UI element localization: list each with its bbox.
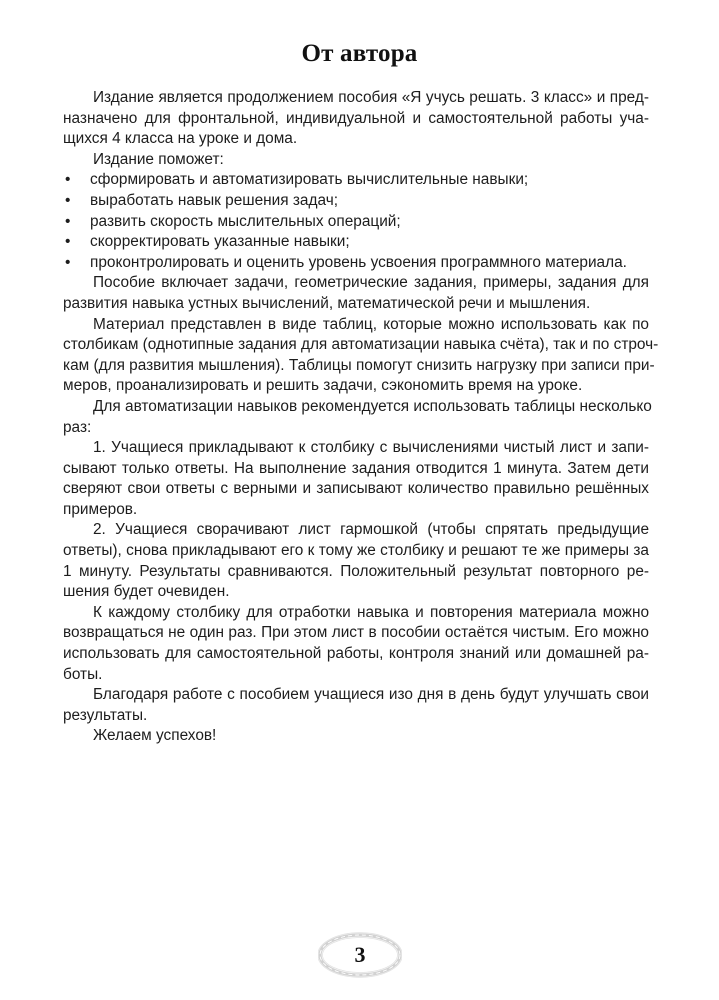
- page-title: От автора: [301, 40, 418, 67]
- text-line: 2. Учащиеся сворачивают лист гармошкой (чтобы спрятать предыдущие: [93, 521, 649, 539]
- paragraph-reuse: [63, 603, 649, 685]
- paragraph-step-2: [63, 520, 649, 602]
- text-line: 1 минуту. Результаты сравниваются. Положительный результат повторного ре-: [63, 562, 649, 580]
- list-item-text: сформировать и автоматизировать вычислительные навыки;: [90, 171, 529, 189]
- list-item-text: выработать навык решения задач;: [90, 191, 338, 209]
- list-item: [63, 212, 649, 233]
- text-line: Издание поможет:: [93, 150, 224, 168]
- paragraph-contents: [63, 273, 649, 314]
- paragraph-step-1: [63, 438, 649, 520]
- list-item: [63, 191, 649, 212]
- page-number-badge: [318, 932, 402, 978]
- text-line: ответы), снова прикладывают его к тому же столбику и решают те же примеры за: [63, 542, 649, 560]
- text-line: развития навыка устных вычислений, математической речи и мышления.: [63, 294, 591, 312]
- bullet-icon: •: [65, 171, 71, 189]
- text-line: Материал представлен в виде таблиц, которые можно использовать как по: [93, 315, 649, 333]
- text-line: Для автоматизации навыков рекомендуется использовать таблицы несколько: [93, 397, 652, 415]
- text-line: К каждому столбику для отработки навыка и повторения материала можно: [93, 603, 649, 621]
- page-number: 3: [354, 942, 366, 967]
- list-item-text: скорректировать указанные навыки;: [90, 233, 350, 251]
- text-line: использовать для самостоятельной работы, контроля знаний или домашней ра-: [63, 645, 649, 663]
- text-line: меров, проанализировать и решить задачи, сэкономить время на уроке.: [63, 377, 583, 395]
- text-line: щихся 4 класса на уроке и дома.: [63, 130, 298, 148]
- paragraph-intro: [63, 88, 649, 150]
- text-line: шения будет очевиден.: [63, 583, 230, 601]
- list-item: [63, 253, 649, 274]
- paragraph-recommendation: [63, 397, 652, 438]
- text-line: Пособие включает задачи, геометрические задания, примеры, задания для: [93, 274, 649, 292]
- text-line: назначено для фронтальной, индивидуальной и самостоятельной работы уча-: [63, 109, 649, 127]
- text-line: 1. Учащиеся прикладывают к столбику с вычислениями чистый лист и запи-: [93, 439, 649, 457]
- bullet-icon: •: [65, 233, 71, 251]
- list-item: [63, 170, 649, 191]
- text-line: примеров.: [63, 500, 138, 518]
- list-item-text: проконтролировать и оценить уровень усвоения программного материала.: [90, 253, 627, 271]
- text-line: Издание является продолжением пособия «Я учусь решать. 3 класс» и пред-: [93, 89, 649, 106]
- text-line: результаты.: [63, 706, 148, 724]
- text-line: кам (для развития мышления). Таблицы помогут снизить нагрузку при записи при-: [63, 356, 655, 374]
- bullet-icon: •: [65, 253, 71, 271]
- list-item-text: развить скорость мыслительных операций;: [90, 212, 401, 230]
- list-item: [63, 232, 649, 253]
- text-line: раз:: [63, 418, 92, 436]
- text-line: сверяют свои ответы с верными и записывают количество правильно решённых: [63, 480, 649, 498]
- text-line: столбикам (однотипные задания для автоматизации навыка счёта), так и по строч-: [63, 336, 659, 354]
- paragraph-helps: [63, 150, 649, 171]
- paragraph-material: [63, 315, 659, 397]
- body-text: [63, 88, 659, 747]
- paragraph-closing: [63, 726, 649, 747]
- text-line: сывают только ответы. На выполнение задания отводится 1 минута. Затем дети: [63, 459, 649, 477]
- text-line: возвращаться не один раз. При этом лист в пособии остаётся чистым. Его можно: [63, 624, 649, 642]
- text-line: Желаем успехов!: [93, 727, 217, 745]
- text-line: Благодаря работе с пособием учащиеся изо дня в день будут улучшать свои: [93, 686, 649, 704]
- bullet-icon: •: [65, 212, 71, 230]
- paragraph-improvement: [63, 685, 649, 726]
- bullet-list: [63, 170, 649, 273]
- text-line: боты.: [63, 665, 103, 683]
- bullet-icon: •: [65, 191, 71, 209]
